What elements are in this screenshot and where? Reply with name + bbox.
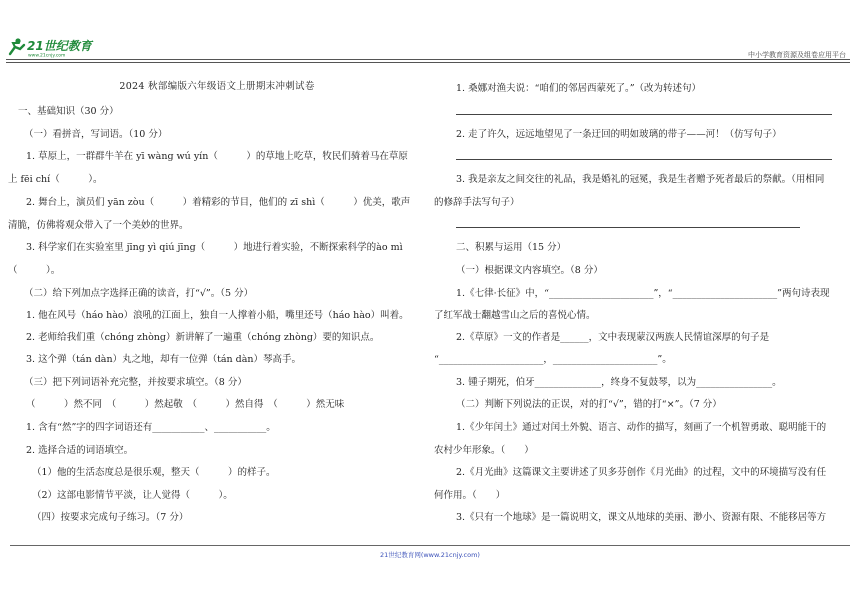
- words-blanks: （ ）然不同 （ ）然起敬 （ ）然自得 （ ）然无味: [26, 399, 345, 410]
- answer-line-2[interactable]: [456, 159, 832, 160]
- footer-rule: [10, 545, 850, 546]
- pinyin-q1-cont: 上 fēi chí（ ）。: [8, 174, 103, 185]
- sub-pinyin: （一）看拼音，写词语。（10 分）: [24, 129, 168, 140]
- header-rule-2: [6, 62, 850, 63]
- pinyin-q3-cont: （ ）。: [8, 265, 61, 276]
- judge-q2: 2.《月光曲》这篇课文主要讲述了贝多芬创作《月光曲》的过程，文中的环境描写没有任: [456, 467, 827, 478]
- sentence-q2: 2. 走了许久，远远地望见了一条迂回的明如玻璃的带子——河！（仿写句子）: [456, 129, 782, 140]
- words-q2: 2. 选择合适的词语填空。: [26, 445, 134, 456]
- sub-judge: （二）判断下列说法的正误，对的打“√”，错的打“×”。（7 分）: [456, 399, 722, 410]
- header-rule: [6, 59, 850, 60]
- words-q1: 1. 含有“然”字的四字词语还有___________、___________。: [26, 422, 276, 433]
- exam-title: 2024 秋部编版六年级语文上册期末冲刺试卷: [119, 81, 315, 92]
- pinyin-q2-cont: 清脆，仿佛将观众带入了一个美妙的世界。: [8, 220, 189, 231]
- reading-q2: 2. 老师给我们重（chóng zhòng）新讲解了一遍重（chóng zhòng）要的知识点。: [26, 332, 380, 343]
- platform-name: 中小学教育资源及组卷应用平台: [748, 51, 846, 59]
- sub-sentences: （四）按要求完成句子练习。（7 分）: [32, 512, 189, 523]
- pinyin-q3: 3. 科学家们在实验室里 jīng yì qiú jīng（ ）地进行着实验，不断探索科学的ào mì: [26, 242, 403, 253]
- sentence-q3: 3. 我是亲友之间交往的礼品，我是婚礼的冠冕，我是生者赠予死者最后的祭献。（用相同: [456, 174, 825, 185]
- answer-line-3[interactable]: [456, 227, 800, 228]
- sub-words: （三）把下列词语补充完整，并按要求填空。（8 分）: [24, 377, 247, 388]
- sub-fill: （一）根据课文内容填空。（8 分）: [456, 265, 603, 276]
- site-logo: [6, 36, 98, 58]
- svg-text:www.21cnjy.com: www.21cnjy.com: [28, 53, 66, 58]
- footer-link[interactable]: 21世纪教育网(www.21cnjy.com): [380, 551, 480, 559]
- section-accumulation: 二、积累与运用（15 分）: [456, 242, 567, 253]
- pinyin-q1: 1. 草原上，一群群牛羊在 yī wàng wú yín（ ）的草地上吃草，牧民们骑着马在草原: [26, 151, 408, 162]
- fill-q1: 1.《七律·长征》中，“______________________”，“______________________”两句诗表现: [456, 288, 830, 299]
- fill-q2-cont: “______________________，______________________”。: [434, 354, 672, 365]
- words-q2-2: （2）这部电影情节平淡，让人觉得（ ）。: [32, 490, 233, 501]
- reading-q3: 3. 这个弹（tán dàn）丸之地，却有一位弹（tán dàn）琴高手。: [26, 354, 302, 365]
- svg-text:21世纪教育: 21世纪教育: [27, 39, 92, 53]
- sentence-q1: 1. 桑娜对渔夫说：“咱们的邻居西蒙死了。”（改为转述句）: [456, 83, 702, 94]
- words-q2-1: （1）他的生活态度总是很乐观，整天（ ）的样子。: [32, 467, 276, 478]
- pinyin-q2: 2. 舞台上，演员们 yān zòu（ ）着精彩的节目，他们的 zī shì（ ）优美，歌声: [26, 197, 411, 208]
- judge-q2-cont: 何作用。（ ）: [434, 490, 506, 501]
- judge-q1: 1.《少年闰土》通过对闰土外貌、语言、动作的描写，刻画了一个机智勇敢、聪明能干的: [456, 422, 827, 433]
- fill-q1-cont: 了红军战士翻越雪山之后的喜悦心情。: [434, 310, 596, 321]
- reading-q1: 1. 他在风号（háo hào）浪吼的江面上，独自一人撑着小船，嘴里还号（háo hào）叫着。: [26, 310, 409, 321]
- sentence-q3-cont: 的修辞手法写句子）: [434, 197, 520, 208]
- section-basics: 一、基础知识（30 分）: [18, 106, 119, 117]
- fill-q2: 2.《草原》一文的作者是______，文中表现蒙汉两族人民情谊深厚的句子是: [456, 332, 770, 343]
- judge-q3: 3.《只有一个地球》是一篇说明文，课文从地球的美丽、渺小、资源有限、不能移居等方: [456, 512, 827, 523]
- answer-line-1[interactable]: [456, 114, 832, 115]
- sub-reading: （二）给下列加点字选择正确的读音，打“√”。（5 分）: [24, 288, 254, 299]
- fill-q3: 3. 锺子期死，伯牙______________，终身不复鼓琴，以为________________。: [456, 377, 782, 388]
- judge-q1-cont: 农村少年形象。（ ）: [434, 445, 534, 456]
